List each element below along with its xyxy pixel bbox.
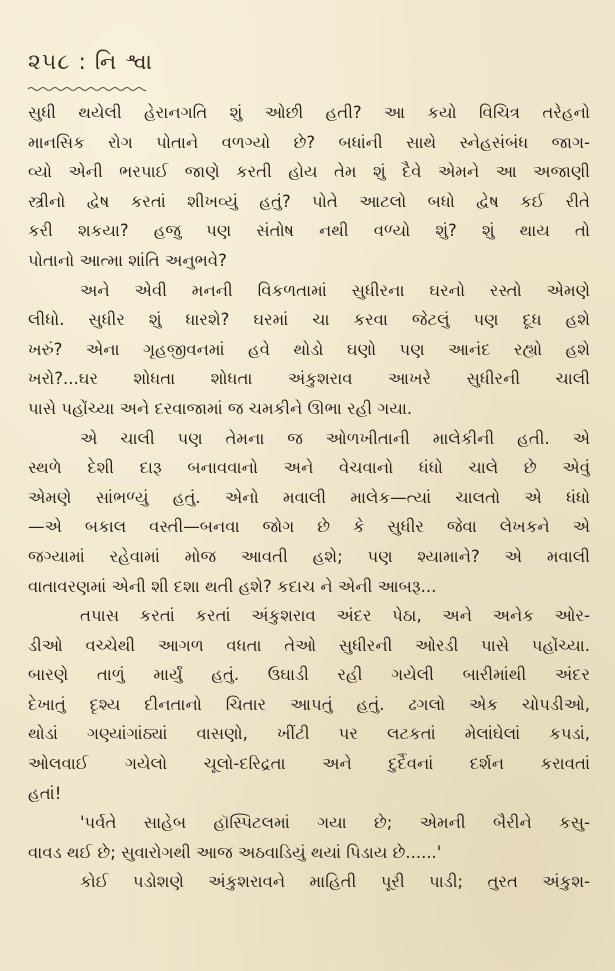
text-line: કરી શકયા? હજુ પણ સંતોષ નથી વળ્યો શું? શું થાય તો <box>28 221 590 241</box>
text-line: ખરું? એના ગૃહજીવનમાં હવે થોડો ઘણો પણ આનંદ રહ્યો હશે <box>28 339 590 359</box>
text-line: લીધો. સુધીર શું ધારશે? ઘરમાં ચા કરવા જેટલું પણ દૂધ હશે <box>28 310 590 330</box>
text-line: પોતાનો આત્મા શાંતિ અનુભવે? <box>28 250 227 270</box>
text-line: 'પર્વતે સાહેબ હૉસ્પિટલમાં ગયા છે; એમની બૈરીને કસુ- <box>80 813 590 833</box>
text-line: ડીઓ વચ્ચેથી આગળ વધતા તેઓ સુધીરની ઓરડી પાસે પહોંચ્યા. <box>28 635 590 655</box>
text-line: પાસે પહોંચ્યા અને દરવાજામાં જ ચમકીને ઊભા રહી ગયા. <box>28 398 413 418</box>
text-line: વ્યો એની ભરપાઈ જાણે કરતી હોય તેમ શું દૈવે એમને આ અજાણી <box>28 162 590 182</box>
text-line: તપાસ કરતાં કરતાં અંકુશરાવ અંદર પેઠા, અને અનેક ઓર- <box>80 606 590 626</box>
text-line: માનસિક રોગ પોતાને વળગ્યો છે? બધાંની સાથે સ્નેહસંબંધ જાગ- <box>28 132 590 152</box>
text-line: સુધી થયેલી હેરાનગતિ શું ઓછી હતી? આ કયો વિચિત્ર તરેહનો <box>28 103 590 122</box>
text-line: બારણે તાળું માર્યું હતું. ઉઘાડી રહી ગયેલી બારીમાંથી અંદર <box>28 665 590 685</box>
text-line: કોઈ પડોશણે અંકુશરાવને માહિતી પૂરી પાડી; તુરત અંકુશ- <box>80 872 590 892</box>
text-line: એ ચાલી પણ તેમના જ ઓળખીતાની માલેકીની હતી. એ <box>80 428 590 448</box>
text-line: વાવડ થઈ છે; સુવારોગથી આજ અઠવાડિયું થયાં પિડાય છે......' <box>28 842 442 862</box>
header-wavy-rule <box>28 86 146 92</box>
running-head: ૨૫૮ : નિ શ્વા <box>28 50 154 75</box>
text-line: અને એવી મનની વિકળતામાં સુધીરના ઘરનો રસ્તો એમણે <box>80 280 590 300</box>
text-line: એમણે સાંભળ્યું હતું. એનો મવાલી માલેક—ત્યાં ચાલતો એ ધંધો <box>28 487 590 507</box>
text-line: દેખાતું દૃશ્ય દીનતાનો ચિતાર આપતું હતું. ઢગલો એક ચોપડીઓ, <box>28 694 590 714</box>
text-line: સ્થળે દેશી દારૂ બનાવવાનો અને વેચવાનો ધંધો ચાલે છે એવું <box>28 458 590 478</box>
text-line: હતાં! <box>28 783 62 803</box>
text-line: —એ બકાલ વસ્તી—બનવા જોગ છે કે સુધીર જેવા લેખકને એ <box>28 517 590 537</box>
text-line: સ્ત્રીનો દ્વેષ કરતાં શીખવ્યું હતું? પોતે આટલો બધો દ્વેષ કઈ રીતે <box>28 191 590 211</box>
body-text <box>28 98 590 897</box>
text-line: ઓલવાઈ ગયેલો ચૂલો-દરિદ્રતા અને દુર્દૈવનાં દર્શન કરાવતાં <box>28 754 590 774</box>
text-line: થોડાં ગણ્યાંગાંઠ્યાં વાસણો, ખીંટી પર લટકતાં મેલાંઘેલાં કપડાં, <box>28 724 590 744</box>
text-line: વાતાવરણમાં એની શી દશા થતી હશે? કદાચ ને એની આબરૂ... <box>28 576 437 596</box>
text-line: ખરો?...ઘર શોધતા શોધતા અંકુશરાવ આખરે સુધીરની ચાલી <box>28 369 590 389</box>
text-line: જગ્યામાં રહેવામાં મોજ આવતી હશે; પણ શ્યામાને? એ મવાલી <box>28 546 590 566</box>
